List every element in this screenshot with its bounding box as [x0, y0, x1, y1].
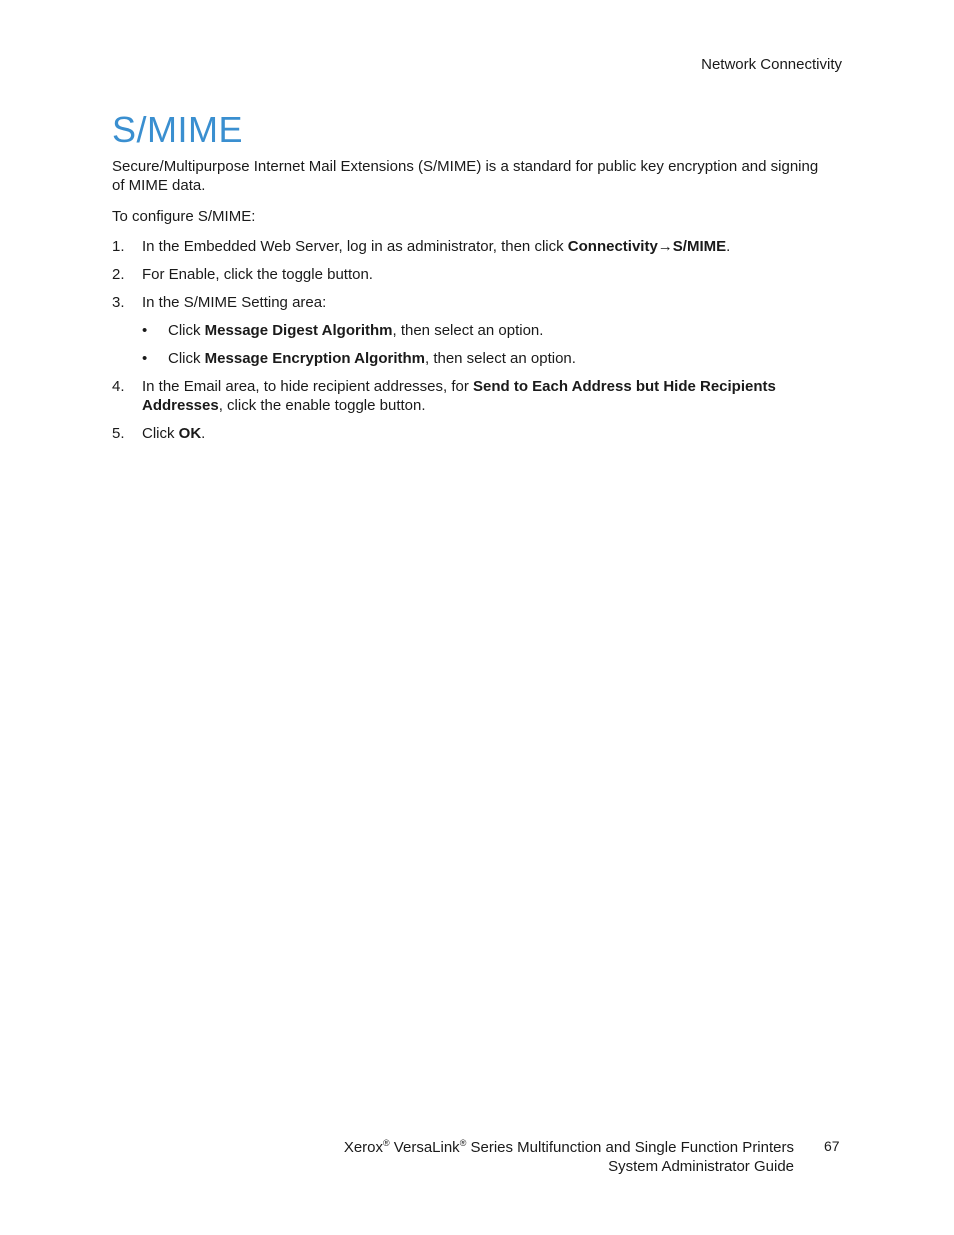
step-number: 2.	[112, 266, 125, 283]
step-3-bullets	[142, 321, 832, 368]
menu-connectivity: Connectivity	[567, 238, 658, 255]
bullet-item: • Click Message Digest Algorithm, then select an option.	[142, 322, 544, 339]
bullet-icon: •	[142, 322, 148, 339]
arrow-icon: →	[657, 238, 673, 255]
page-title: S/MIME	[112, 109, 244, 150]
step-4: 4. In the Email area, to hide recipient addresses, for Send to Each Address but Hide Recipients Addresses, click the enable toggle button.	[112, 378, 776, 414]
footer-line-2: System Administrator Guide	[608, 1158, 794, 1175]
step-3: 3. In the S/MIME Setting area: • Click Message Digest Algorithm, then select an option. • Click Message Encryption Algorithm, then select an option.	[112, 293, 832, 368]
step-number: 4.	[112, 378, 125, 395]
steps-list	[112, 237, 832, 443]
footer-line-1: Xerox® VersaLink® Series Multifunction and Single Function Printers	[343, 1138, 794, 1156]
step-number: 1.	[112, 238, 125, 255]
step-number: 3.	[112, 294, 125, 311]
page-content	[112, 108, 832, 452]
lead-paragraph: To configure S/MIME:	[112, 208, 256, 225]
bullet-item: • Click Message Encryption Algorithm, then select an option.	[142, 350, 576, 367]
running-header: Network Connectivity	[701, 56, 842, 73]
footer-guide-title	[344, 1138, 794, 1176]
menu-smime: S/MIME	[672, 238, 727, 255]
step-1: 1. In the Embedded Web Server, log in as administrator, then click Connectivity→S/MIME.	[112, 238, 731, 255]
step-5: 5. Click OK.	[112, 425, 206, 442]
step-number: 5.	[112, 425, 125, 442]
bullet-icon: •	[142, 350, 148, 367]
step-2: 2. For Enable, click the toggle button.	[112, 266, 373, 283]
intro-paragraph: Secure/Multipurpose Internet Mail Extensions (S/MIME) is a standard for public key encryption and signing of MIME data.	[112, 158, 819, 194]
page-number: 67	[824, 1138, 840, 1154]
